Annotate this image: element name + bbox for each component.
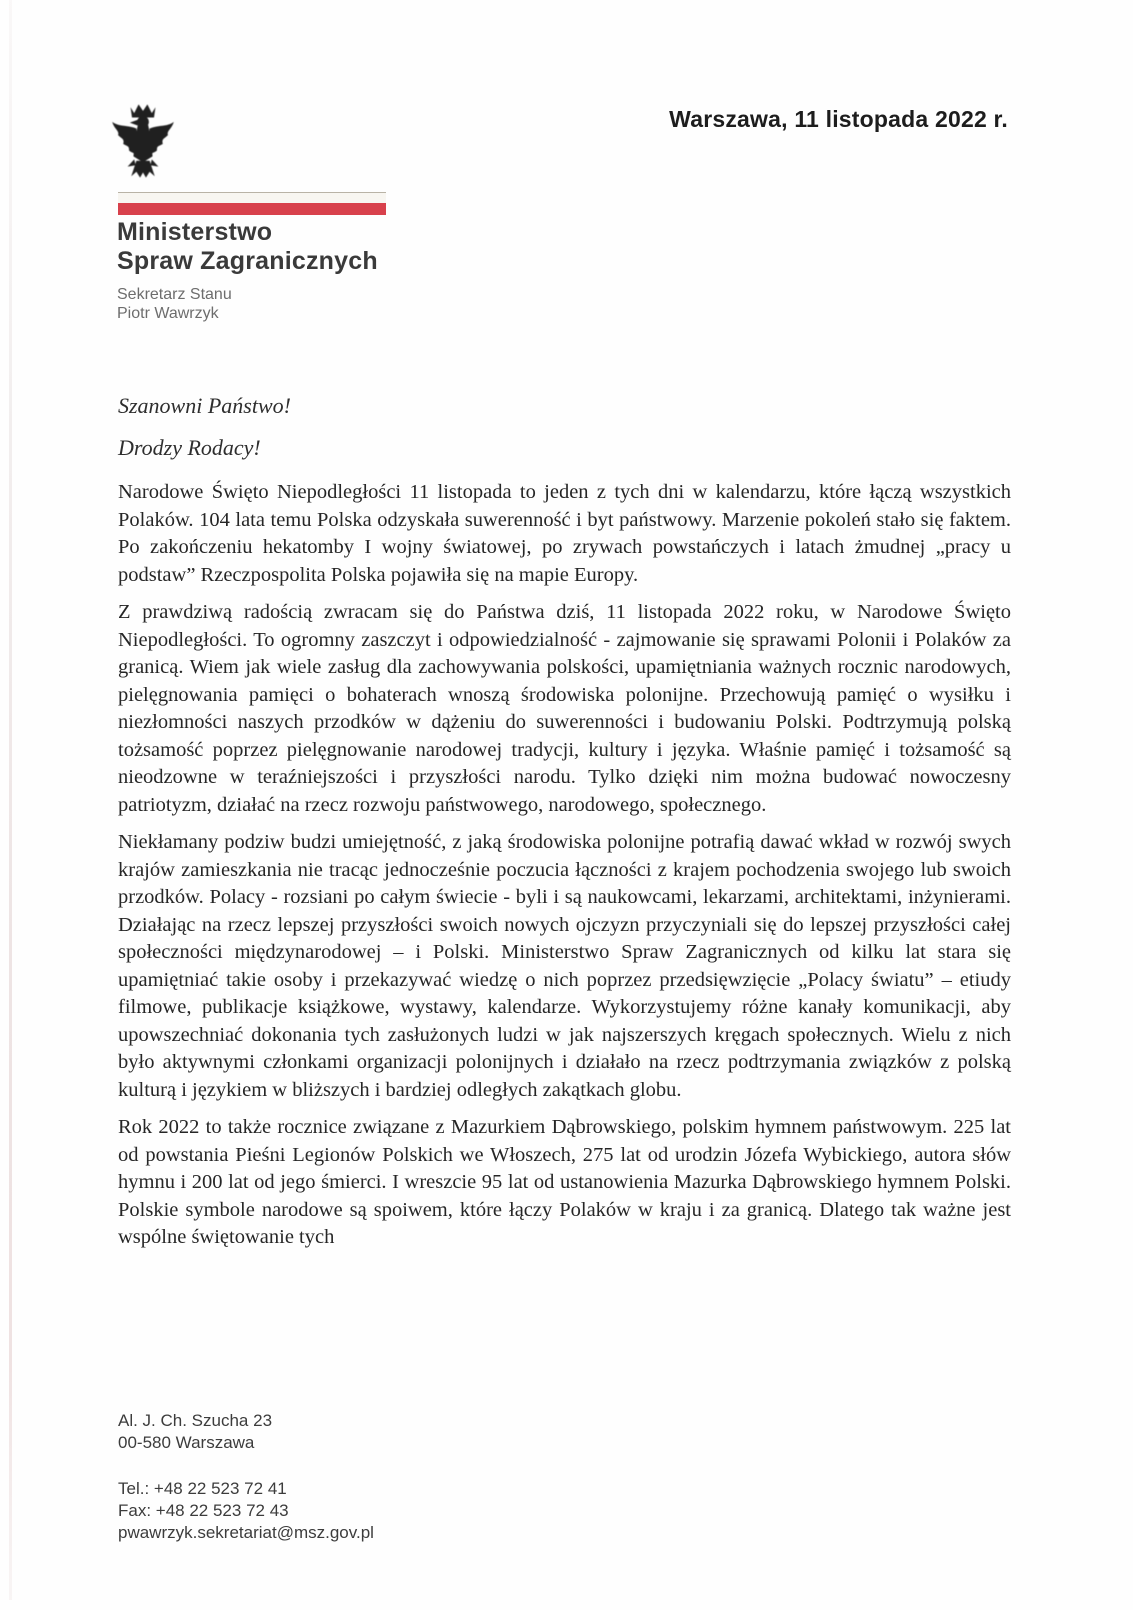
flag-white-band [118, 192, 386, 203]
ministry-name-line2: Spraw Zagranicznych [117, 247, 378, 275]
letter-paragraph: Niekłamany podziw budzi umiejętność, z jaką środowiska polonijne potrafią dawać wkład w rozwój swych krajów zamieszkania nie tracąc jednocześnie poczucia łączności z krajem pochodzenia swojego lub swoich przodków. Polacy - rozsiani po całym świecie - byli i są naukowcami, lekarzami, architektami, inżynierami. Działając na rzecz lepszej przyszłości swoich nowych ojczyzn przyczyniali się do lepszej przyszłości całej społeczności międzynarodowej – i Polski. Ministerstwo Spraw Zagranicznych od kilku lat stara się upamiętniać takie osoby i przekazywać wiedzę o nich poprzez przedsięwzięcie „Polacy światu” – etiudy filmowe, publikacje książkowe, wystawy, kalendarze. Wykorzystujemy różne kanały komunikacji, aby upowszechniać dokonania tych zasłużonych ludzi w jak najszerszych kręgach społecznych. Wielu z nich było aktywnymi członkami organizacji polonijnych i działało na rzecz podtrzymania związków z polską kulturą i językiem w bliższych i bardziej odległych zakątkach globu. [118, 831, 1011, 1101]
letter-paragraph: Z prawdziwą radością zwracam się do Państwa dziś, 11 listopada 2022 roku, w Narodowe Święto Niepodległości. To ogromny zaszczyt i odpowiedzialność - zajmowanie się sprawami Polonii i Polaków za granicą. Wiem jak wiele zasług dla zachowywania polskości, upamiętniania ważnych rocznic narodowych, pielęgnowania pamięci o bohaterach wnoszą środowiska polonijne. Przechowują pamięć o wysiłku i niezłomności naszych przodków w dążeniu do suwerenności i budowaniu Polski. Podtrzymują polską tożsamość poprzez pielęgnowanie narodowej tradycji, kultury i języka. Właśnie pamięć i tożsamość są nieodzowne w teraźniejszości i przyszłości narodu. Tylko dzięki nim można budować nowoczesny patriotyzm, działać na rzecz rozwoju państwowego, narodowego, społecznego. [118, 601, 1011, 816]
sender-name: Piotr Wawrzyk [117, 305, 219, 322]
salutation-1: Szanowni Państwo! [118, 393, 291, 418]
scan-edge-artifact [9, 0, 12, 1600]
footer-address-line1: Al. J. Ch. Szucha 23 [118, 1411, 273, 1430]
letter-body [118, 392, 1011, 1262]
letter-paragraph: Narodowe Święto Niepodległości 11 listopada to jeden z tych dni w kalendarzu, które łączą wszystkich Polaków. 104 lata temu Polska odzyskała suwerenność i byt państwowy. Marzenie pokoleń stało się faktem. Po zakończeniu hekatomby I wojny światowej, po zrywach powstańczych i latach żmudnej „pracy u podstaw” Rzeczpospolita Polska pojawiła się na mapie Europy. [118, 481, 1011, 586]
letterhead-footer [118, 1410, 374, 1544]
footer-address-line2: 00-580 Warszawa [118, 1433, 255, 1452]
ministry-block [117, 218, 378, 323]
salutation-2: Drodzy Rodacy! [118, 435, 261, 460]
polish-eagle-emblem [110, 100, 176, 182]
letter-paragraph: Rok 2022 to także rocznice związane z Mazurkiem Dąbrowskiego, polskim hymnem państwowym. 225 lat od powstania Pieśni Legionów Polskich we Włoszech, 275 lat od urodzin Józefa Wybickiego, autora słów hymnu i 200 lat od jego śmierci. I wreszcie 95 lat od ustanowienia Mazurka Dąbrowskiego hymnem Polski. Polskie symbole narodowe są spoiwem, które łączy Polaków w kraju i za granicą. Dlatego tak ważne jest wspólne świętowanie tych [118, 1116, 1011, 1248]
flag-stripe [118, 191, 386, 215]
ministry-name-line1: Ministerstwo [117, 218, 273, 246]
footer-email: pwawrzyk.sekretariat@msz.gov.pl [118, 1523, 374, 1542]
sender-title: Sekretarz Stanu [117, 286, 232, 303]
flag-red-band [118, 203, 386, 215]
footer-fax: Fax: +48 22 523 72 43 [118, 1501, 289, 1520]
footer-tel: Tel.: +48 22 523 72 41 [118, 1479, 287, 1498]
letter-date: Warszawa, 11 listopada 2022 r. [669, 106, 1008, 132]
